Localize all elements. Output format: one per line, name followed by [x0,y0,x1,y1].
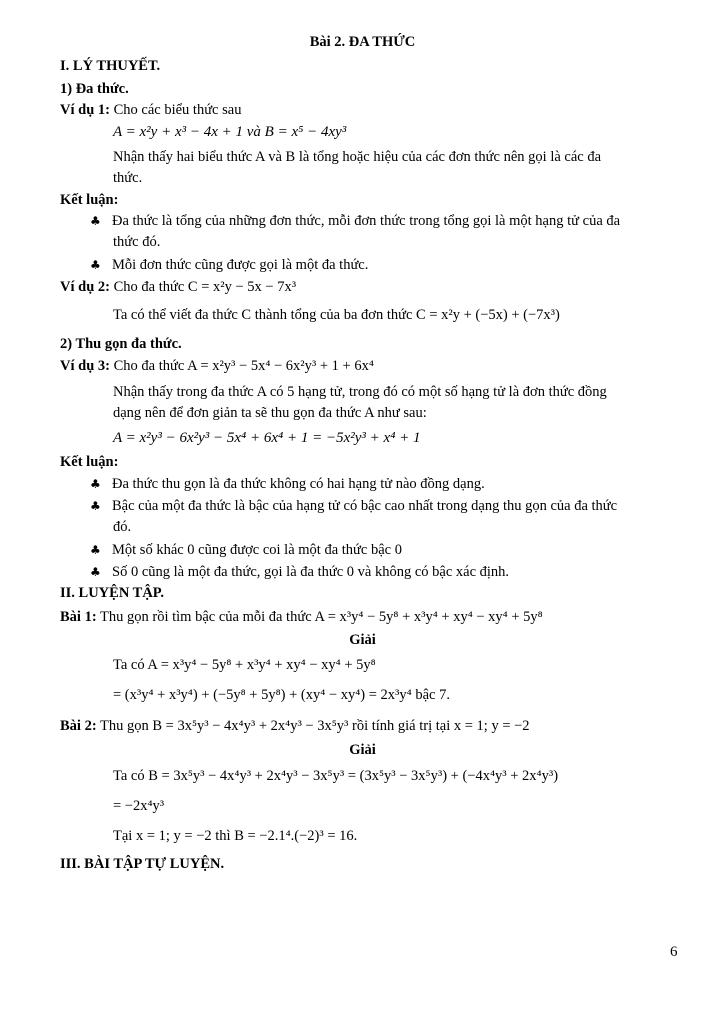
solution-1-step-2: = (x³y⁴ + x³y⁴) + (−5y⁸ + 5y⁸) + (xy⁴ − xy⁴) = 2x³y⁴ bậc 7. [113,687,450,703]
exercise-1-label: Bài 1: [60,609,97,625]
example-1-text: Cho các biểu thức sau [109,102,242,118]
solution-2-step-1: Ta có B = 3x⁵y³ − 4x⁴y³ + 2x⁴y³ − 3x⁵y³ = (3x⁵y³ − 3x⁵y³) + (−4x⁴y³ + 2x⁴y³) [113,768,559,784]
exercise-2 [60,716,530,736]
conclusion-1-label: Kết luận: [60,192,119,208]
conclusion-2-bullet-2-text: Bậc của một đa thức là bậc của hạng tử có bậc cao nhất trong dạng thu gọn của đa thức [112,498,618,514]
conclusion-1-bullet-1-cont: thức đó. [113,234,161,250]
club-bullet-icon: ♣ [90,499,101,513]
exercise-1 [60,607,543,627]
page-title: Bài 2. ĐA THỨC [309,34,416,50]
example-1-note-line-1: Nhận thấy hai biểu thức A và B là tổng hoặc hiệu của các đơn thức nên gọi là các đa [113,149,602,165]
exercise-1-text: Thu gọn rồi tìm bậc của mỗi đa thức A = x³y⁴ − 5y⁸ + x³y⁴ + xy⁴ − xy⁴ + 5y⁸ [96,609,543,625]
conclusion-1-bullet-2 [90,255,368,275]
conclusion-2-bullet-1 [90,474,485,494]
example-3-label: Ví dụ 3: [60,358,110,374]
conclusion-2-bullet-4-text: Số 0 cũng là một đa thức, gọi là đa thức 0 và không có bậc xác định. [112,564,510,580]
example-2 [60,277,296,297]
example-3-note-line-1: Nhận thấy trong đa thức A có 5 hạng tử, trong đó có một số hạng tử là đơn thức đồng [113,384,607,400]
conclusion-2-bullet-2 [90,496,617,516]
conclusion-2-bullet-3-text: Một số khác 0 cũng được coi là một đa thức bậc 0 [112,542,402,558]
conclusion-1-bullet-2-text: Mỗi đơn thức cũng được gọi là một đa thức. [112,257,369,273]
club-bullet-icon: ♣ [90,258,101,272]
exercise-2-text: Thu gọn B = 3x⁵y³ − 4x⁴y³ + 2x⁴y³ − 3x⁵y³ rồi tính giá trị tại x = 1; y = −2 [96,718,530,734]
subheading-simplify: 2) Thu gọn đa thức. [60,336,182,352]
conclusion-2-bullet-2-cont: đó. [113,519,132,535]
example-3 [60,356,374,376]
club-bullet-icon: ♣ [90,477,101,491]
example-1 [60,100,241,120]
example-2-label: Ví dụ 2: [60,279,110,295]
example-1-formula: A = x²y + x³ − 4x + 1 và B = x⁵ − 4xy³ [113,124,347,140]
conclusion-2-bullet-4 [90,562,509,582]
club-bullet-icon: ♣ [90,565,101,579]
example-3-formula: A = x²y³ − 6x²y³ − 5x⁴ + 6x⁴ + 1 = −5x²y³ + x⁴ + 1 [113,430,421,446]
solution-2-step-3: Tại x = 1; y = −2 thì B = −2.1⁴.(−2)³ = 16. [113,828,358,844]
solution-1-heading: Giải [349,632,376,648]
conclusion-1-bullet-1 [90,211,620,231]
club-bullet-icon: ♣ [90,214,101,228]
conclusion-2-label: Kết luận: [60,454,119,470]
example-2-text: Cho đa thức C = x²y − 5x − 7x³ [109,279,297,295]
example-1-note-line-2: thức. [113,170,143,186]
conclusion-2-bullet-3 [90,540,402,560]
example-2-note: Ta có thể viết đa thức C thành tổng của ba đơn thức C = x²y + (−5x) + (−7x³) [113,307,560,323]
solution-1-step-1: Ta có A = x³y⁴ − 5y⁸ + x³y⁴ + xy⁴ − xy⁴ + 5y⁸ [113,657,376,673]
section-heading-theory: I. LÝ THUYẾT. [60,58,161,74]
exercise-2-label: Bài 2: [60,718,97,734]
club-bullet-icon: ♣ [90,543,101,557]
section-heading-practice: II. LUYỆN TẬP. [60,585,164,601]
solution-2-step-2: = −2x⁴y³ [113,798,165,814]
example-3-note-line-2: dạng nên để đơn giản ta sẽ thu gọn đa thức A như sau: [113,405,427,421]
example-1-label: Ví dụ 1: [60,102,110,118]
section-heading-self-practice: III. BÀI TẬP TỰ LUYỆN. [60,856,225,872]
conclusion-1-bullet-1-text: Đa thức là tổng của những đơn thức, mỗi đơn thức trong tổng gọi là một hạng tử của đa [112,213,621,229]
example-3-text: Cho đa thức A = x²y³ − 5x⁴ − 6x²y³ + 1 + 6x⁴ [109,358,374,374]
page-number: 6 [670,944,678,960]
subheading-polynomial: 1) Đa thức. [60,81,129,97]
conclusion-2-bullet-1-text: Đa thức thu gọn là đa thức không có hai hạng tử nào đồng dạng. [112,476,485,492]
solution-2-heading: Giải [349,742,376,758]
